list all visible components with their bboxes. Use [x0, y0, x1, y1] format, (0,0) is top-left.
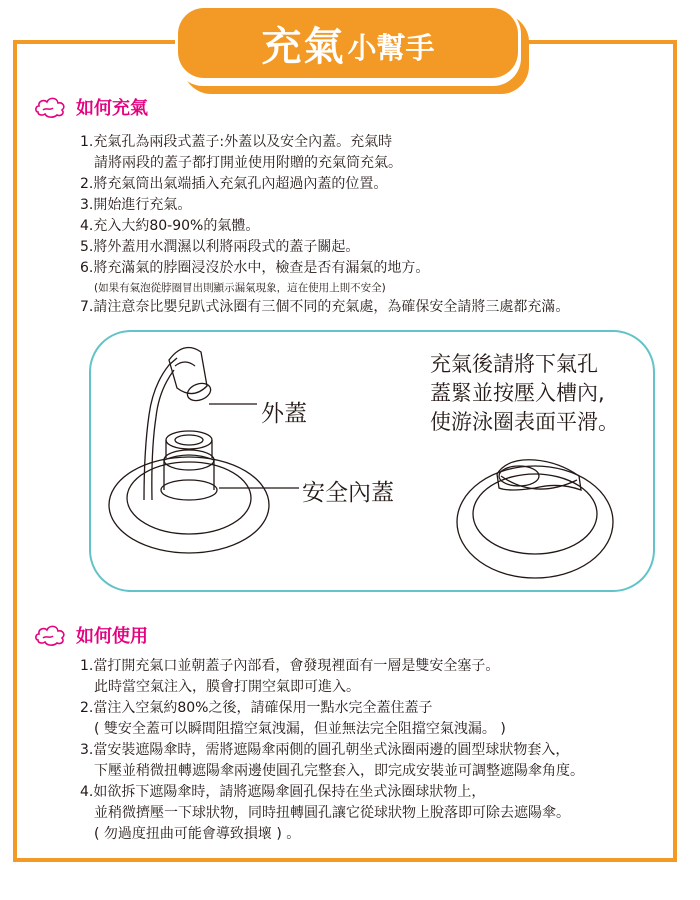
- diagram-instruction: [430, 350, 619, 437]
- instruction-line: 蓋緊並按壓入槽內,: [430, 381, 605, 405]
- instruction-line: 此時當空氣注入，膜會打開空氣即可進入。: [94, 679, 360, 695]
- instruction-line: ( 雙安全蓋可以瞬間阻擋空氣洩漏，但並無法完全阻擋空氣洩漏。 ): [94, 721, 506, 737]
- section-how-to-use-heading: [34, 622, 148, 648]
- instruction-line: 使游泳圈表面平滑。: [430, 410, 619, 434]
- instruction-line: 1.當打開充氣口並朝蓋子內部看，會發現裡面有一層是雙安全塞子。: [80, 658, 500, 674]
- instruction-line: 2.將充氣筒出氣端插入充氣孔內超過內蓋的位置。: [80, 176, 388, 192]
- instruction-line: 3.開始進行充氣。: [80, 197, 192, 213]
- instruction-line: 4.如欲拆下遮陽傘時，請將遮陽傘圓孔保持在坐式泳圈球狀物上，: [80, 784, 486, 800]
- instruction-line: 1.充氣孔為兩段式蓋子:外蓋以及安全內蓋。充氣時: [80, 134, 393, 150]
- instruction-line: 2.當注入空氣約80%之後，請確保用一點水完全蓋住蓋子: [80, 700, 433, 716]
- instruction-line: 6.將充滿氣的脖圈浸沒於水中，檢查是否有漏氣的地方。: [80, 260, 430, 276]
- instruction-line: 4.充入大約80-90%的氣體。: [80, 218, 260, 234]
- instruction-line: 並稍微擠壓一下球狀物，同時扭轉圓孔讓它從球狀物上脫落即可除去遮陽傘。: [94, 805, 570, 821]
- title-sub: 小幫手: [347, 30, 435, 65]
- outer-cap-label: 外蓋: [261, 401, 307, 427]
- usage-instructions-list: [80, 656, 584, 845]
- instruction-line: 請將兩段的蓋子都打開並使用附贈的充氣筒充氣。: [94, 155, 402, 171]
- instruction-line: 3.當安裝遮陽傘時，需將遮陽傘兩側的圓孔朝坐式泳圈兩邊的圓型球狀物套入，: [80, 742, 570, 758]
- instruction-line: (如果有氣泡從脖圈冒出則顯示漏氣現象，這在使用上則不安全): [94, 282, 386, 294]
- instruction-line: 7.請注意奈比嬰兒趴式泳圈有三個不同的充氣處，為確保安全請將三處都充滿。: [80, 299, 570, 315]
- closed-valve-illustration: [457, 460, 613, 578]
- cloud-icon: [34, 622, 68, 648]
- instruction-line: 充氣後請將下氣孔: [430, 352, 598, 376]
- open-valve-illustration: [109, 348, 269, 554]
- section-how-to-inflate-heading: [34, 94, 148, 120]
- title-main: 充氣: [261, 23, 346, 70]
- section-heading-label: 如何充氣: [76, 98, 148, 119]
- page-title: [178, 8, 518, 78]
- cloud-icon: [34, 94, 68, 120]
- inflate-instructions-list: [80, 132, 569, 318]
- section-heading-label: 如何使用: [76, 626, 148, 647]
- inner-cap-label: 安全內蓋: [302, 480, 394, 506]
- instruction-line: 5.將外蓋用水潤濕以利將兩段式的蓋子關起。: [80, 239, 360, 255]
- instruction-line: ( 勿過度扭曲可能會導致損壞 ) 。: [94, 826, 301, 842]
- instruction-line: 下壓並稍微扭轉遮陽傘兩邊使圓孔完整套入，即完成安裝並可調整遮陽傘角度。: [94, 763, 584, 779]
